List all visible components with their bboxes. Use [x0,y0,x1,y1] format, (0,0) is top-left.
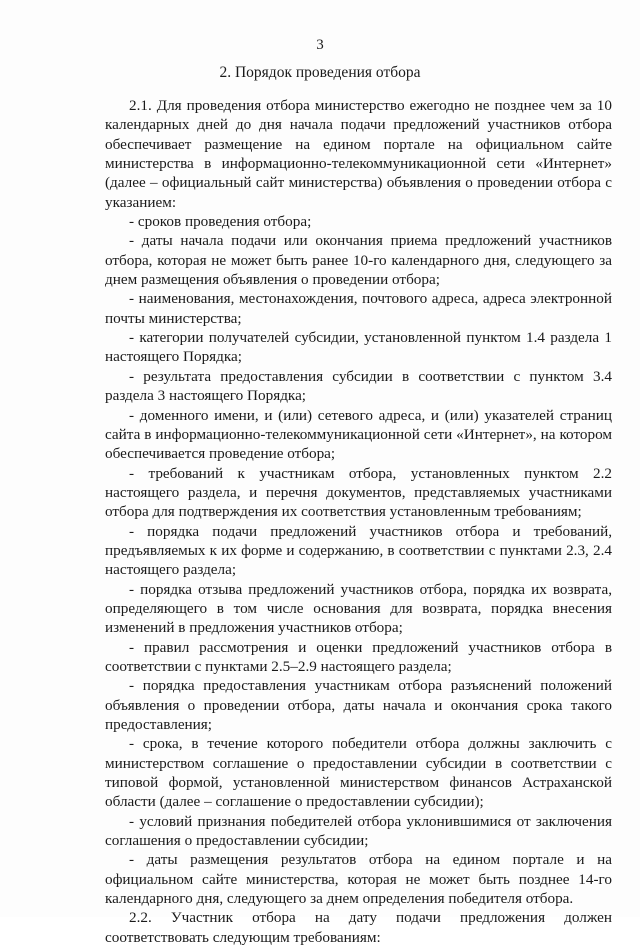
list-item: - результата предоставления субсидии в соответствии с пунктом 3.4 раздела 3 настоящего Порядка; [105,367,612,405]
page-number: 3 [316,37,324,53]
list-item: - порядка предоставления участникам отбора разъяснений положений объявления о проведении отбора, даты начала и окончания срока такого предоставления; [105,677,612,733]
list-item: - порядка подачи предложений участников отбора и требований, предъявляемых к их форме и содержанию, в соответствии с пунктами 2.3, 2.4 настоящего раздела; [105,522,612,579]
list-item: - наименования, местонахождения, почтового адреса, адреса электронной почты министерства; [105,290,612,327]
paragraph-2-2: 2.2. Участник отбора на дату подачи предложения должен соответствовать следующим требованиям: [105,909,612,946]
body-text [105,96,612,947]
list-item: - правил рассмотрения и оценки предложений участников отбора в соответствии с пунктами 2.5–2.9 настоящего раздела; [105,638,612,675]
list-item: - даты начала подачи или окончания приема предложений участников отбора, которая не может быть ранее 10-го календарного дня, следующего за днем размещения объявления о проведении отбора; [105,232,612,289]
paragraph-2-1: 2.1. Для проведения отбора министерство ежегодно не позднее чем за 10 календарных дней до дня начала подачи предложений участников отбора обеспечивает размещение на едином портале на официальном сайте министерства в информационно-телекоммуникационной сети «Интернет» (далее – официальный сайт министерства) объявления о проведении отбора с указанием: [105,97,612,211]
section-title: 2. Порядок проведения отбора [219,64,421,81]
list-item: - даты размещения результатов отбора на едином портале и на официальном сайте министерства, которая не может быть позднее 14-го календарного дня, следующего за днем определения победителя отбора. [105,851,612,908]
list-item: - сроков проведения отбора; [129,213,312,231]
list-item: - доменного имени, и (или) сетевого адреса, и (или) указателей страниц сайта в информационно-телекоммуникационной сети «Интернет», на котором обеспечивается проведение отбора; [105,406,612,463]
list-item: - условий признания победителей отбора уклонившимися от заключения соглашения о предоставлении субсидии; [105,812,612,850]
list-item: - срока, в течение которого победители отбора должны заключить с министерством соглашение о предоставлении субсидии в соответствии с типовой формой, установленной министерством финансов Астраханской области (далее – соглашение о предоставлении субсидии); [105,735,612,811]
list-item: - порядка отзыва предложений участников отбора, порядка их возврата, определяющего в том числе основания для возврата, порядка внесения изменений в предложения участников отбора; [105,580,612,637]
list-item: - требований к участникам отбора, установленных пунктом 2.2 настоящего раздела, и перечня документов, представляемых участниками отбора для подтверждения их соответствия установленным требованиям; [105,464,612,521]
list-item: - категории получателей субсидии, установленной пунктом 1.4 раздела 1 настоящего Порядка; [105,329,612,366]
